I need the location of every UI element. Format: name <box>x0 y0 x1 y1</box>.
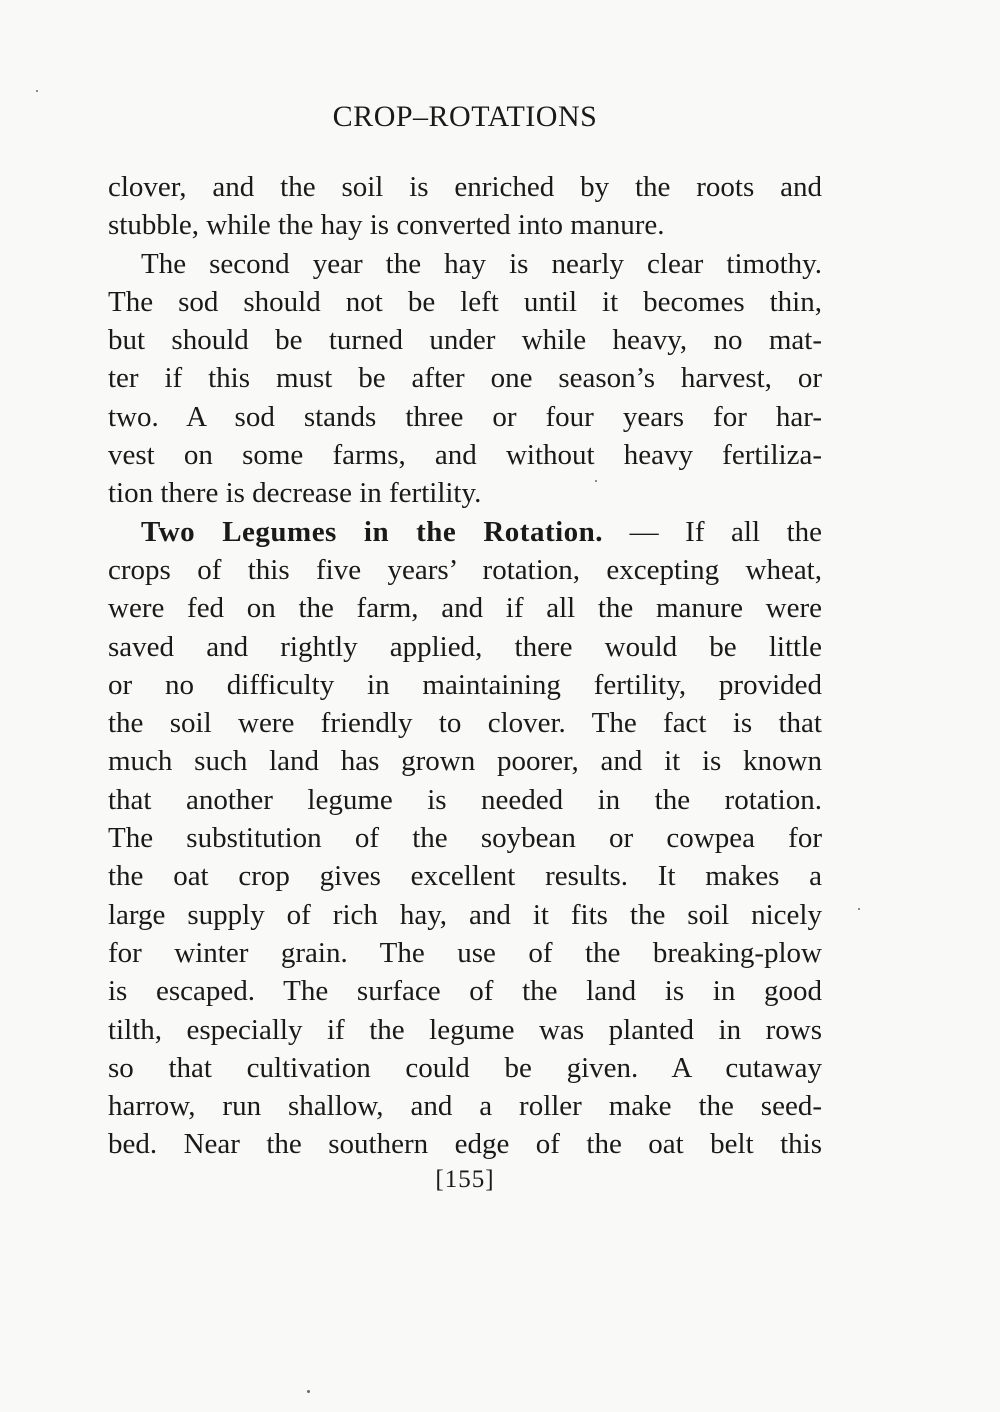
text-line: crops of this five years’ rotation, excepting wheat, <box>108 553 822 586</box>
text-line: the soil were friendly to clover. The fact is that <box>108 707 822 740</box>
text-line: but should be turned under while heavy, no mat- <box>108 324 822 357</box>
text-line: clover, and the soil is enriched by the roots and <box>108 171 822 203</box>
text-line: two. A sod stands three or four years for har- <box>108 400 822 433</box>
text-line: harrow, run shallow, and a roller make the seed- <box>108 1090 822 1123</box>
text-line: that another legume is needed in the rotation. <box>108 783 822 816</box>
text-line: so that cultivation could be given. A cutaway <box>108 1051 822 1084</box>
body-text <box>108 168 822 1164</box>
running-head: CROP–ROTATIONS <box>332 100 598 133</box>
text-line: or no difficulty in maintaining fertility, provided <box>108 668 822 701</box>
scan-speck <box>595 480 597 482</box>
text-line-rest: — If all the <box>603 515 822 548</box>
page-number: [155] <box>435 1166 495 1193</box>
text-line: saved and rightly applied, there would be little <box>108 630 822 663</box>
text-line: much such land has grown poorer, and it is known <box>108 745 822 778</box>
text-line: were fed on the farm, and if all the manure were <box>108 592 822 625</box>
side-head: Two Legumes in the Rotation. <box>141 515 604 548</box>
text-line: large supply of rich hay, and it fits the soil nicely <box>108 898 822 931</box>
text-line: the oat crop gives excellent results. It makes a <box>108 860 822 893</box>
scan-speck <box>36 90 38 92</box>
text-line: tion there is decrease in fertility. <box>108 477 482 510</box>
text-line: is escaped. The surface of the land is in good <box>108 975 822 1008</box>
text-line: The sod should not be left until it becomes thin, <box>108 285 822 318</box>
scan-speck <box>858 908 860 910</box>
text-line: The substitution of the soybean or cowpea for <box>108 822 822 855</box>
text-line <box>108 513 822 551</box>
scan-speck <box>307 1390 310 1393</box>
text-line: for winter grain. The use of the breaking-plow <box>108 936 822 969</box>
text-line: stubble, while the hay is converted into manure. <box>108 209 665 242</box>
text-line: tilth, especially if the legume was planted in rows <box>108 1013 822 1046</box>
text-line: bed. Near the southern edge of the oat belt this <box>108 1128 822 1161</box>
text-line: vest on some farms, and without heavy fertiliza- <box>108 439 822 472</box>
text-line: The second year the hay is nearly clear timothy. <box>141 247 822 280</box>
text-line: ter if this must be after one season’s harvest, or <box>108 362 822 395</box>
